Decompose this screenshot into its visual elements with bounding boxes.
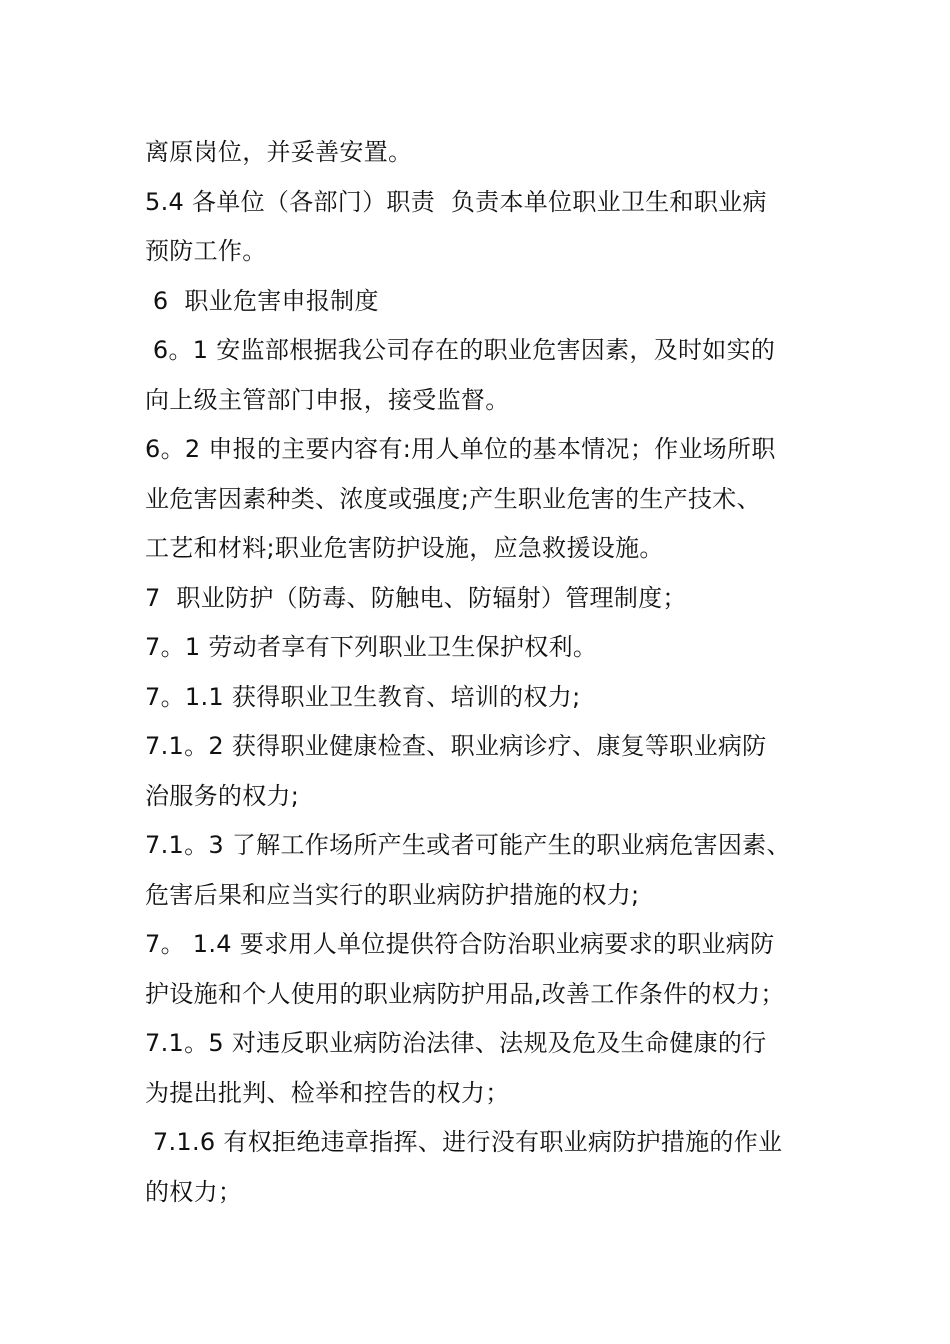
text-line: 7.1。2 获得职业健康检查、职业病诊疗、康复等职业病防: [145, 732, 767, 760]
text-line: 业危害因素种类、浓度或强度;产生职业危害的生产技术、: [145, 484, 761, 513]
text-line: 7。 1.4 要求用人单位提供符合防治职业病要求的职业病防: [145, 930, 775, 958]
text-line: 离原岗位，并妥善安置。: [145, 138, 413, 166]
text-line: 预防工作。: [145, 237, 267, 265]
text-line: 为提出批判、检举和控告的权力；: [145, 1078, 510, 1107]
text-line: 7。1.1 获得职业卫生教育、培训的权力;: [145, 682, 581, 711]
text-line: 7。1 劳动者享有下列职业卫生保护权利。: [145, 633, 598, 661]
text-line: 7.1。5 对违反职业病防治法律、法规及危及生命健康的行: [145, 1029, 767, 1057]
text-line: 7.1。3 了解工作场所产生或者可能产生的职业病危害因素、: [145, 831, 791, 859]
text-line: 6。1 安监部根据我公司存在的职业危害因素，及时如实的: [145, 336, 776, 364]
text-line: 治服务的权力;: [145, 781, 300, 810]
document-body: [145, 128, 835, 1217]
text-line: 向上级主管部门申报，接受监督。: [145, 385, 510, 414]
section-heading: 6 职业危害申报制度: [145, 286, 379, 315]
section-heading: 7 职业防护（防毒、防触电、防辐射）管理制度；: [145, 583, 687, 612]
text-line: 护设施和个人使用的职业病防护用品,改善工作条件的权力；: [145, 979, 785, 1008]
text-line: 工艺和材料;职业危害防护设施，应急救援设施。: [145, 534, 664, 562]
text-line: 6。2 申报的主要内容有:用人单位的基本情况；作业场所职: [145, 435, 776, 463]
text-line: 的权力；: [145, 1177, 243, 1206]
text-line: 危害后果和应当实行的职业病防护措施的权力;: [145, 880, 640, 909]
text-line: 7.1.6 有权拒绝违章指挥、进行没有职业病防护措施的作业: [145, 1128, 783, 1156]
text-line: 5.4 各单位（各部门）职责 负责本单位职业卫生和职业病: [145, 187, 767, 216]
